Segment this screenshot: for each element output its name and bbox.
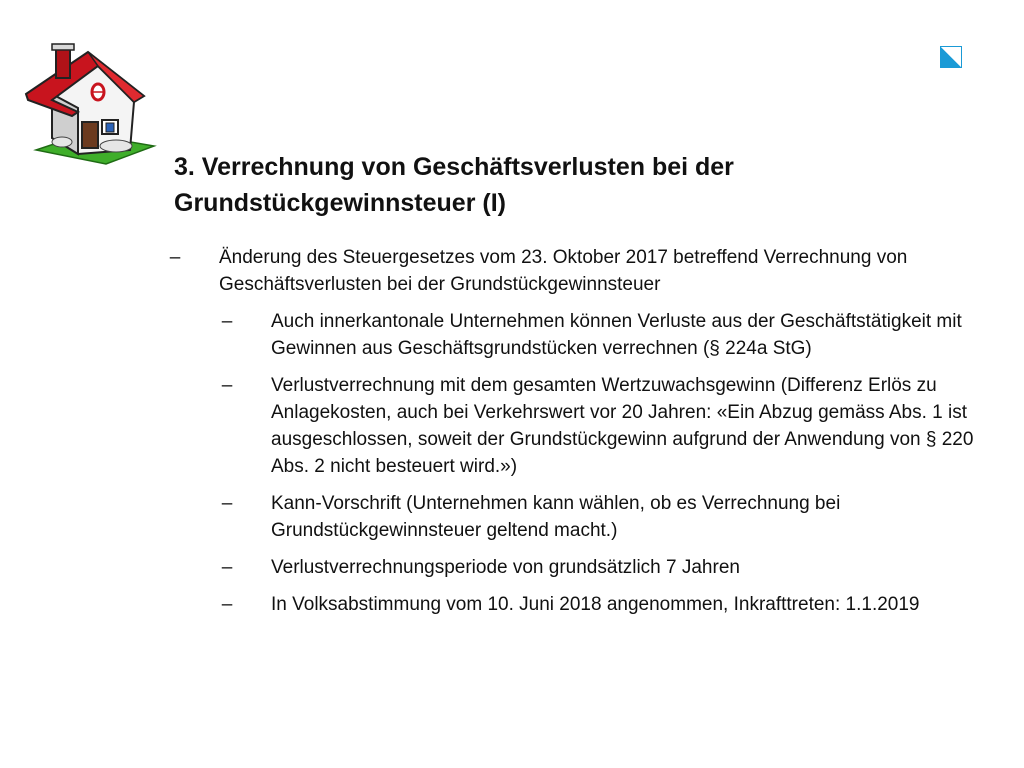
list-item-text: Änderung des Steuergesetzes vom 23. Oktober 2017 betreffend Verrechnung von Geschäftsverlusten bei der Grundstückgewinnsteuer xyxy=(219,247,908,295)
list-item-text: In Volksabstimmung vom 10. Juni 2018 angenommen, Inkrafttreten: 1.1.2019 xyxy=(271,594,920,615)
list-item-text: Verlustverrechnung mit dem gesamten Wertzuwachsgewinn (Differenz Erlös zu Anlagekosten, auch bei Verkehrswert vor 20 Jahren: «Ein Abzug gemäss Abs. 1 ist ausgeschlossen, soweit der Grundstückgewinn aufgrund der Anwendung von § 220 Abs. 2 nicht besteuert wird.») xyxy=(271,375,974,477)
bullet-dash: – xyxy=(221,594,233,615)
bullet-dash: – xyxy=(169,247,181,268)
list-item xyxy=(165,372,985,480)
list-item xyxy=(165,244,985,298)
list-item-text: Kann-Vorschrift (Unternehmen kann wählen, ob es Verrechnung bei Grundstückgewinnsteuer geltend macht.) xyxy=(271,493,841,541)
list-item xyxy=(165,554,985,581)
bullet-dash: – xyxy=(221,557,233,578)
slide-title-line-2: Grundstückgewinnsteuer (I) xyxy=(174,189,506,217)
list-item xyxy=(165,490,985,544)
bullet-dash: – xyxy=(221,493,233,514)
canton-zurich-logo-icon xyxy=(940,46,962,68)
bullet-dash: – xyxy=(221,375,233,396)
slide-title xyxy=(174,149,974,221)
list-item xyxy=(165,591,985,618)
list-item xyxy=(165,308,985,362)
slide-title-line-1: 3. Verrechnung von Geschäftsverlusten bei der xyxy=(174,153,734,181)
bullet-list xyxy=(165,244,985,628)
house-icon xyxy=(22,42,158,168)
list-item-text: Auch innerkantonale Unternehmen können Verluste aus der Geschäftstätigkeit mit Gewinnen aus Geschäftsgrundstücken verrechnen (§ 224a StG) xyxy=(271,311,962,359)
list-item-text: Verlustverrechnungsperiode von grundsätzlich 7 Jahren xyxy=(271,557,740,578)
bullet-dash: – xyxy=(221,311,233,332)
